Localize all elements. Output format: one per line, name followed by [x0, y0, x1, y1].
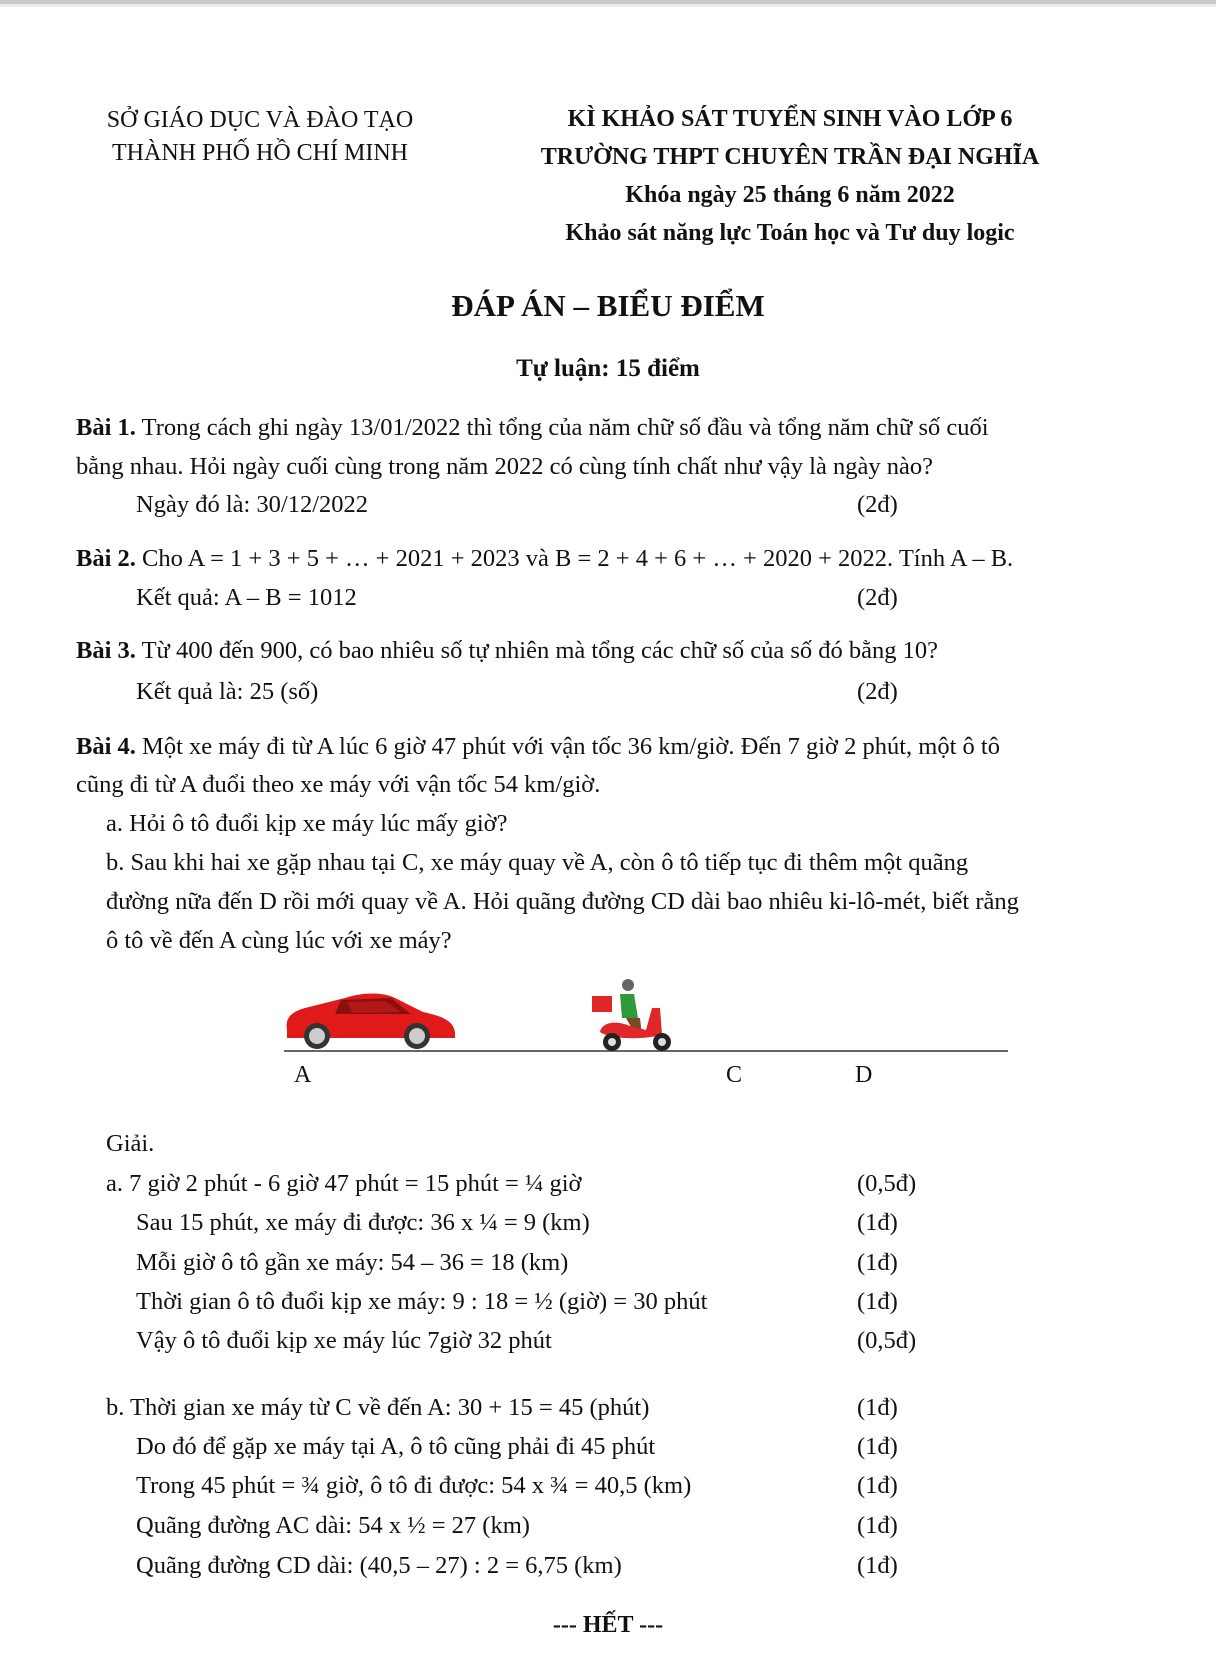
problem-text: Trong cách ghi ngày 13/01/2022 thì tổng của năm chữ số đầu và tổng năm chữ số cuối	[135, 414, 989, 441]
problem-text: Từ 400 đến 900, có bao nhiêu số tự nhiên mà tổng các chữ số của số đó bằng 10?	[135, 637, 939, 664]
solution-line: a. 7 giờ 2 phút - 6 giờ 47 phút = 15 phút = ¼ giờ	[106, 1170, 582, 1197]
answer: Kết quả: A – B = 1012	[136, 584, 357, 611]
point-a-label: A	[294, 1062, 312, 1088]
page-subtitle: Tự luận: 15 điểm	[516, 355, 700, 382]
score: (1đ)	[857, 1433, 898, 1460]
question-a: a. Hỏi ô tô đuổi kịp xe máy lúc mấy giờ?	[106, 810, 508, 837]
score: (1đ)	[857, 1288, 898, 1315]
problem-label: Bài 4.	[76, 733, 136, 760]
problem-text: Cho A = 1 + 3 + 5 + … + 2021 + 2023 và B = 2 + 4 + 6 + … + 2020 + 2022. Tính A – B.	[135, 545, 1014, 572]
solution-line: Quãng đường AC dài: 54 x ½ = 27 (km)	[136, 1512, 530, 1539]
exam-date: Khóa ngày 25 tháng 6 năm 2022	[625, 182, 955, 208]
solution-line: Vậy ô tô đuổi kịp xe máy lúc 7giờ 32 phút	[136, 1327, 552, 1354]
score: (1đ)	[857, 1472, 898, 1499]
solution-line: b. Thời gian xe máy từ C về đến A: 30 + 15 = 45 (phút)	[106, 1394, 650, 1421]
score: (1đ)	[857, 1512, 898, 1539]
exam-name: KÌ KHẢO SÁT TUYỂN SINH VÀO LỚP 6	[567, 106, 1013, 132]
point-c-label: C	[726, 1062, 743, 1088]
problem-text: Một xe máy đi từ A lúc 6 giờ 47 phút với vận tốc 36 km/giờ. Đến 7 giờ 2 phút, một ô tô	[135, 733, 1000, 760]
department-name: SỞ GIÁO DỤC VÀ ĐÀO TẠO	[106, 107, 414, 133]
top-border-shadow	[0, 4, 1216, 7]
solution-line: Mỗi giờ ô tô gần xe máy: 54 – 36 = 18 (km)	[136, 1249, 569, 1276]
point-d-label: D	[855, 1062, 873, 1088]
problem-text: cũng đi từ A đuổi theo xe máy với vận tốc 54 km/giờ.	[76, 771, 601, 798]
solution-line: Trong 45 phút = ¾ giờ, ô tô đi được: 54 x ¾ = 40,5 (km)	[136, 1472, 692, 1499]
question-b: b. Sau khi hai xe gặp nhau tại C, xe máy quay về A, còn ô tô tiếp tục đi thêm một quãng	[106, 849, 969, 876]
score: (2đ)	[857, 678, 898, 705]
answer: Kết quả là: 25 (số)	[136, 678, 319, 705]
city-name: THÀNH PHỐ HỒ CHÍ MINH	[112, 140, 408, 166]
problem-label: Bài 3.	[76, 637, 136, 664]
score: (1đ)	[857, 1552, 898, 1579]
solution-line: Thời gian ô tô đuổi kịp xe máy: 9 : 18 = ½ (giờ) = 30 phút	[136, 1288, 708, 1315]
problem-label: Bài 2.	[76, 545, 136, 572]
problem-text: bằng nhau. Hỏi ngày cuối cùng trong năm 2022 có cùng tính chất như vậy là ngày nào?	[76, 453, 933, 480]
score: (1đ)	[857, 1209, 898, 1236]
problem-label: Bài 1.	[76, 414, 136, 441]
answer: Ngày đó là: 30/12/2022	[136, 491, 369, 518]
solution-line: Do đó để gặp xe máy tại A, ô tô cũng phải đi 45 phút	[136, 1433, 656, 1460]
score: (1đ)	[857, 1249, 898, 1276]
scooter-icon	[590, 978, 680, 1054]
score: (0,5đ)	[857, 1170, 917, 1197]
solution-line: Quãng đường CD dài: (40,5 – 27) : 2 = 6,75 (km)	[136, 1552, 622, 1579]
car-icon	[283, 988, 463, 1052]
page-title: ĐÁP ÁN – BIỂU ĐIỂM	[451, 288, 765, 323]
end-marker: --- HẾT ---	[552, 1612, 664, 1638]
school-name: TRƯỜNG THPT CHUYÊN TRẦN ĐẠI NGHĨA	[540, 144, 1040, 170]
exam-subject: Khảo sát năng lực Toán học và Tư duy logic	[565, 220, 1015, 246]
solution-line: Sau 15 phút, xe máy đi được: 36 x ¼ = 9 (km)	[136, 1209, 590, 1236]
question-b-cont: đường nữa đến D rồi mới quay về A. Hỏi quãng đường CD dài bao nhiêu ki-lô-mét, biết rằng	[106, 888, 1019, 915]
score: (2đ)	[857, 491, 898, 518]
question-b-cont: ô tô về đến A cùng lúc với xe máy?	[106, 927, 452, 954]
score: (0,5đ)	[857, 1327, 917, 1354]
score: (2đ)	[857, 584, 898, 611]
solution-heading: Giải.	[106, 1130, 155, 1157]
score: (1đ)	[857, 1394, 898, 1421]
